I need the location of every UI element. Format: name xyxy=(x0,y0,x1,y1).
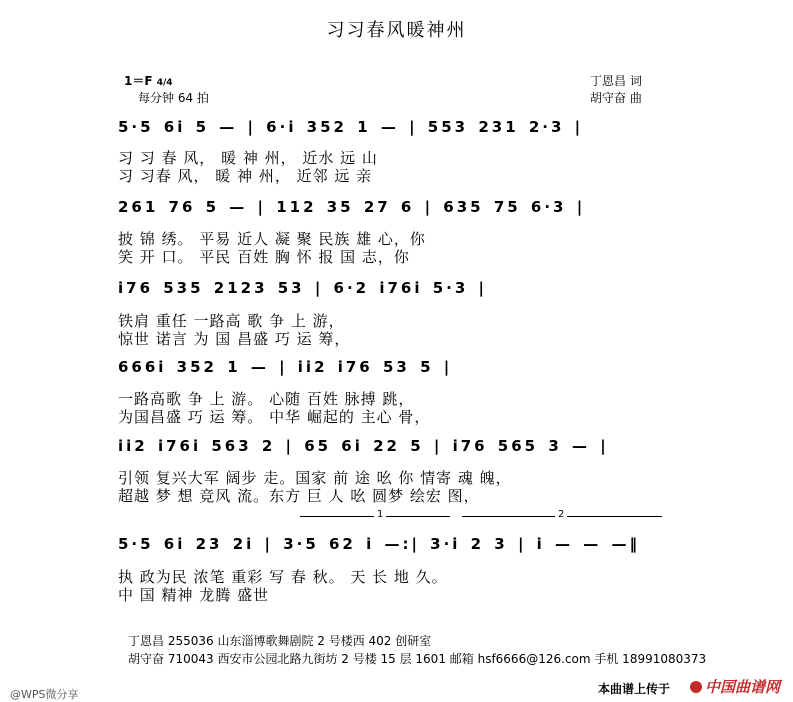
wps-watermark: @WPS微分享 xyxy=(10,688,79,701)
notation-line-2: 261 76 5 — | 112 35 27 6 | 635 75 6·3 | xyxy=(118,198,586,216)
page-title: 习习春风暖神州 xyxy=(326,20,467,41)
upload-notice: 本曲谱上传于 xyxy=(598,682,671,696)
lyric-line-3b: 惊世 诺言 为 国 昌盛 巧 运 筹， xyxy=(118,330,351,348)
lyric-line-4b: 为国昌盛 巧 运 筹。 中华 崛起的 主心 骨， xyxy=(118,408,431,426)
lyric-line-2a: 披 锦 绣。 平易 近人 凝 聚 民族 雄 心，你 xyxy=(118,230,426,248)
lyric-line-6b: 中 国 精神 龙腾 盛世 xyxy=(118,586,270,604)
time-signature: 4/4 xyxy=(156,78,173,88)
key-label: 1＝F xyxy=(124,74,157,88)
lyric-line-1a: 习 习 春 风， 暖 神 州， 近水 远 山 xyxy=(118,149,378,167)
lyricist-credit: 丁恩昌 词 xyxy=(590,74,642,88)
lyric-line-5b: 超越 梦 想 竞风 流。东方 巨 人 吆 圆梦 绘宏 图， xyxy=(118,487,480,505)
lyric-line-4a: 一路高歌 争 上 游。 心随 百姓 脉搏 跳， xyxy=(118,390,415,408)
footer-lyricist-address: 丁恩昌 255036 山东淄博歌舞剧院 2 号楼西 402 创研室 xyxy=(128,634,432,648)
notation-line-4: 666i 352 1 — | ii2 i76 53 5 | xyxy=(118,358,453,376)
notation-line-3: i76 535 2123 53 | 6·2 i76i 5·3 | xyxy=(118,279,487,297)
tempo-marking: 每分钟 64 拍 xyxy=(138,91,209,105)
notation-line-6: 5·5 6i 23 2i | 3·5 62 i —:| 3·i 2 3 | i — — —‖ xyxy=(118,535,640,553)
lyric-line-6a: 执 政为民 浓笔 重彩 写 春 秋。 天 长 地 久。 xyxy=(118,568,448,586)
lyric-line-2b: 笑 开 口。 平民 百姓 胸 怀 报 国 志，你 xyxy=(118,248,410,266)
site-logo-text: 中国曲谱网 xyxy=(705,678,781,696)
composer-credit: 胡守奋 曲 xyxy=(590,91,642,105)
notation-line-5: ii2 i76i 563 2 | 65 6i 22 5 | i76 565 3 — | xyxy=(118,437,609,455)
lyric-line-5a: 引领 复兴大军 阔步 走。国家 前 途 吆 你 情寄 魂 魄， xyxy=(118,469,512,487)
lyric-line-1b: 习 习春 风， 暖 神 州， 近邻 远 亲 xyxy=(118,167,373,185)
notation-line-1: 5·5 6i 5 — | 6·i 352 1 — | 553 231 2·3 | xyxy=(118,118,584,136)
footer-composer-address: 胡守奋 710043 西安市公园北路九街坊 2 号楼 15 层 1601 邮箱 hsf6666@126.com 手机 18991080373 xyxy=(128,652,707,666)
key-signature xyxy=(124,72,173,89)
lyric-line-3a: 铁肩 重任 一路高 歌 争 上 游， xyxy=(118,312,345,330)
logo-mark-icon xyxy=(690,681,702,693)
volta-label-2: 2 xyxy=(555,509,567,520)
volta-label-1: 1 xyxy=(374,509,386,520)
site-logo[interactable] xyxy=(690,676,780,697)
